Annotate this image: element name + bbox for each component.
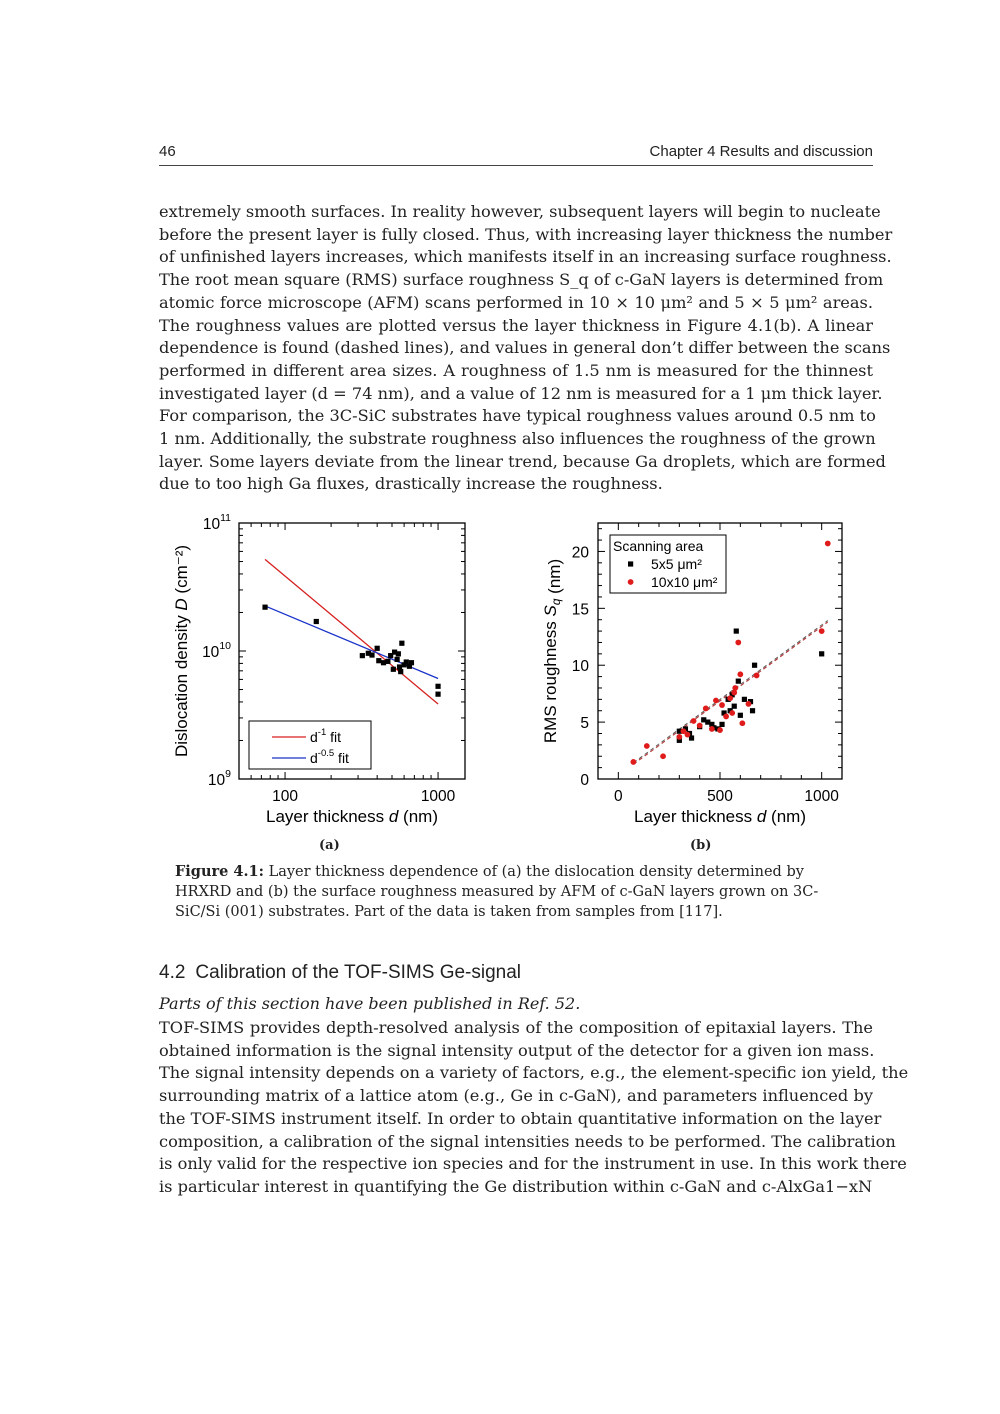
chart-b-legend-title: Scanning area	[613, 538, 704, 554]
text-line: is only valid for the respective ion species and for the instrument in use. In this work there	[159, 1154, 907, 1174]
chart-b-point-5x5	[719, 722, 724, 727]
chart-a-point	[360, 653, 365, 658]
chart-a-point	[399, 641, 404, 646]
text-line: extremely smooth surfaces. In reality however, subsequent layers will begin to nucleate	[159, 202, 881, 221]
chart-b-ylabel: RMS roughness $S_q$ (nm)	[541, 558, 564, 744]
chart-b-point-10x10	[737, 671, 743, 677]
chart-a-point	[398, 669, 403, 674]
chart-b-point-5x5	[734, 628, 739, 633]
chart-b-point-10x10	[717, 727, 723, 733]
chart-b-ytick-label: 15	[571, 601, 589, 619]
chart-b-point-10x10	[739, 720, 745, 726]
text-line: TOF-SIMS provides depth-resolved analysis of the composition of epitaxial layers. The	[159, 1018, 873, 1037]
chart-b-ytick-label: 5	[580, 715, 589, 733]
chart-a-xlabel: Layer thickness d (nm)	[266, 807, 438, 826]
text-line: The signal intensity depends on a variety of factors, e.g., the element-specific ion yield, the	[159, 1063, 909, 1083]
text-line: before the present layer is fully closed. Thus, with increasing layer thickness the number	[159, 224, 893, 244]
chart-b-point-10x10	[713, 698, 719, 704]
chart-b-point-10x10	[709, 726, 715, 732]
chart-b-point-10x10	[754, 673, 760, 679]
text-line: 1 nm. Additionally, the substrate roughness also influences the roughness of the grown	[159, 429, 876, 449]
chart-b-fit-line	[633, 620, 827, 762]
chart-b-ytick-label: 0	[580, 772, 589, 789]
caption-label: Figure 4.1:	[175, 863, 264, 880]
chart-b-legend-swatch	[628, 561, 633, 566]
chart-b-point-5x5	[742, 697, 747, 702]
chart-b-point-10x10	[746, 701, 752, 707]
chart-a-point	[376, 658, 381, 663]
section-heading	[159, 962, 531, 984]
chart-b-xtick-label: 500	[707, 788, 733, 805]
chart-a-legend-label: $d^{-0.5}$ fit	[310, 748, 349, 766]
chart-a-point	[397, 664, 402, 669]
chart-b-point-10x10	[719, 702, 725, 708]
chart-b-point-5x5	[738, 713, 743, 718]
chart-b-point-10x10	[676, 734, 682, 740]
text-line: composition, a calibration of the signal intensities needs to be performed. The calibration	[159, 1131, 896, 1151]
text-line: atomic force microscope (AFM) scans performed in 10 × 10 μm² and 5 × 5 μm² areas.	[159, 292, 873, 312]
text-line: due to too high Ga fluxes, drastically increase the roughness.	[159, 474, 663, 494]
caption-text: Layer thickness dependence of (a) the dislocation density determined by HRXRD and (b) the surface roughness measured by AFM of c-GaN layers grown on 3C-SiC/Si (001) substrates. Part of the data is taken from samples from [117].	[175, 864, 819, 920]
chart-b-point-5x5	[752, 663, 757, 668]
chart-b-point-10x10	[697, 723, 703, 729]
chart-b-ytick-label: 20	[571, 544, 589, 562]
running-head: Chapter 4 Results and discussion	[649, 143, 873, 160]
chart-a-point	[375, 646, 380, 651]
section-number: 4.2	[159, 962, 186, 983]
chart-b-point-10x10	[825, 541, 831, 547]
chart-b-ytick-label: 10	[571, 658, 589, 676]
chart-b-point-10x10	[729, 710, 735, 716]
chart-b-point-5x5	[736, 679, 741, 684]
text-line: layer. Some layers deviate from the linear trend, because Ga droplets, which are formed	[159, 451, 886, 471]
chart-a-legend-label: $d^{-1}$ fit	[310, 727, 342, 745]
text-line: For comparison, the 3C-SiC substrates have typical roughness values around 0.5 nm to	[159, 406, 876, 426]
chart-b-legend	[610, 535, 726, 593]
chart-b-point-10x10	[732, 685, 738, 691]
text-line: performed in different area sizes. A roughness of 1.5 nm is measured for the thinnest	[159, 360, 873, 380]
chart-a-point	[262, 605, 267, 610]
chart-a-ytick-label: $10^{10}$	[202, 640, 231, 661]
page-number: 46	[159, 143, 176, 160]
text-line: dependence is found (dashed lines), and values in general don’t differ between the scans	[159, 338, 891, 358]
chart-b-point-10x10	[691, 718, 697, 724]
chart-a-point	[396, 651, 401, 656]
chart-b	[541, 523, 842, 826]
chart-b-point-10x10	[703, 706, 709, 712]
body-paragraph-2	[159, 1017, 909, 1199]
chart-a-point	[395, 657, 400, 662]
subfigure-label-b: (b)	[690, 838, 712, 853]
chart-b-point-10x10	[727, 695, 733, 701]
chart-a-point	[391, 667, 396, 672]
chart-b-point-5x5	[819, 651, 824, 656]
chart-a	[172, 512, 465, 826]
chart-a-xtick-label: 100	[272, 788, 298, 805]
chart-a-fit-line	[265, 606, 438, 679]
figure-caption	[175, 862, 861, 922]
text-line: surrounding matrix of a lattice atom (e.g., Ge in c-GaN), and parameters influenced by	[159, 1086, 873, 1106]
chart-b-xtick-label: 1000	[804, 788, 839, 805]
chart-b-legend-label: 5x5 μm²	[651, 556, 702, 572]
text-line: The root mean square (RMS) surface roughness S_q of c-GaN layers is determined from	[159, 270, 884, 290]
chart-b-point-10x10	[723, 714, 729, 720]
chart-b-point-10x10	[644, 743, 650, 749]
chart-a-point	[435, 692, 440, 697]
chart-a-point	[409, 660, 414, 665]
text-line: obtained information is the signal intensity output of the detector for a given ion mass.	[159, 1040, 875, 1060]
chart-b-point-10x10	[735, 640, 741, 646]
chart-b-point-10x10	[630, 759, 636, 765]
text-line: is particular interest in quantifying the Ge distribution within c-GaN and c-AlxGa1−xN	[159, 1176, 873, 1196]
chart-b-point-10x10	[660, 753, 666, 759]
chart-b-point-5x5	[732, 704, 737, 709]
chart-b-point-10x10	[819, 628, 825, 634]
chart-a-point	[435, 684, 440, 689]
chart-a-xtick-label: 1000	[420, 788, 456, 805]
chart-a-ytick-label: $10^9$	[207, 768, 231, 789]
chart-b-point-5x5	[750, 708, 755, 713]
text-line: The roughness values are plotted versus the layer thickness in Figure 4.1(b). A linear	[159, 315, 873, 335]
chart-a-ytick-label: $10^{11}$	[202, 512, 231, 533]
chart-b-legend-swatch	[628, 579, 634, 585]
section-note: Parts of this section have been published in Ref. 52.	[159, 994, 581, 1013]
text-line: of unfinished layers increases, which manifests itself in an increasing surface roughness.	[159, 247, 892, 267]
chart-a-point	[314, 619, 319, 624]
chart-b-xtick-label: 0	[614, 788, 623, 805]
text-line: the TOF-SIMS instrument itself. In order to obtain quantitative information on the layer	[159, 1108, 882, 1128]
section-title: Calibration of the TOF-SIMS Ge-signal	[195, 962, 522, 983]
chart-b-xlabel: Layer thickness d (nm)	[634, 807, 806, 826]
chart-a-point	[385, 659, 390, 664]
chart-a-fit-line	[265, 559, 438, 704]
chart-a-legend	[249, 721, 371, 769]
text-line: investigated layer (d = 74 nm), and a value of 12 nm is measured for a 1 μm thick layer.	[159, 383, 883, 403]
chart-a-point	[369, 652, 374, 657]
chart-b-legend-label: 10x10 μm²	[651, 574, 718, 590]
chart-b-point-10x10	[685, 732, 691, 738]
subfigure-label-a: (a)	[319, 838, 340, 853]
chart-a-ylabel: Dislocation density D (cm⁻²)	[172, 544, 191, 758]
